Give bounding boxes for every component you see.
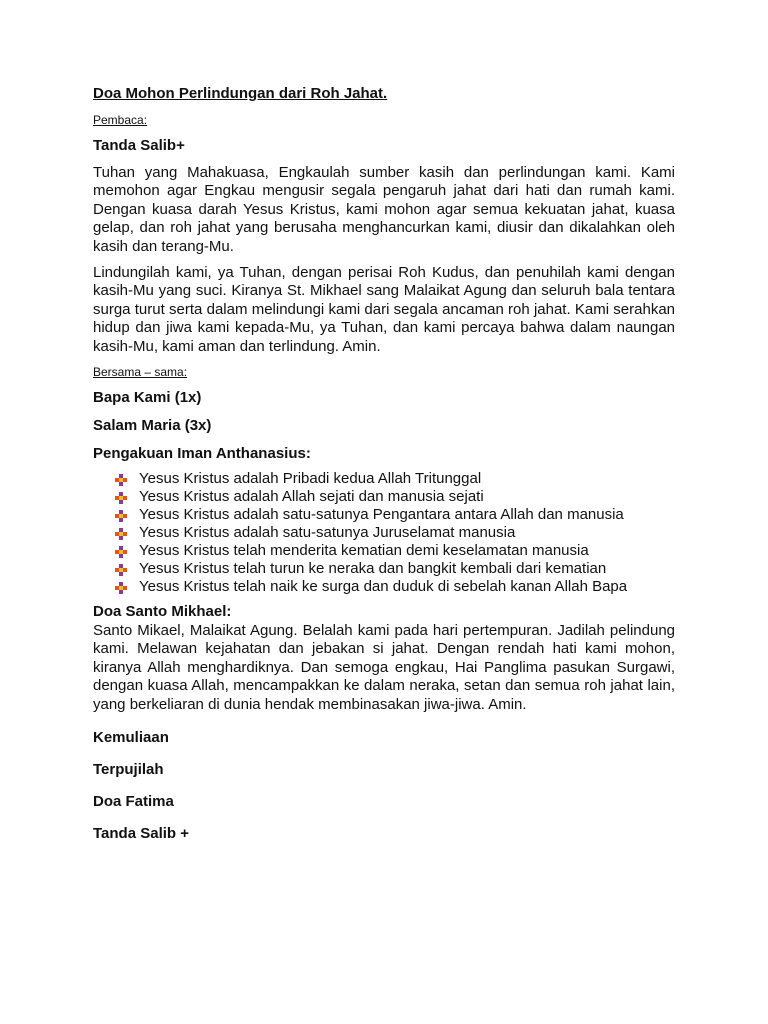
list-item [115,506,675,524]
creed-list [93,470,675,596]
document-title [93,84,675,104]
list-item [115,578,675,596]
document-content [93,84,675,856]
prayer-paragraph: Tuhan yang Mahakuasa, Engkaulah sumber kasih dan perlindungan kami. Kami memohon agar Engkau mengusir segala pengaruh jahat dari hati dan rumah kami. Dengan kuasa darah Yesus Kristus, kami mohon agar semua kekuatan jahat, kuasa gelap, dan roh jahat yang berusaha menghancurkan kami, diusir dan dikalahkan oleh kasih dan terang-Mu. [93,164,675,255]
michael-prayer: Santo Mikael, Malaikat Agung. Belalah kami pada hari pertempuran. Jadilah pelindung kami. Melawan kejahatan dan jebakan si jahat. Dengan rendah hati kami mohon, kiranya Allah menghardiknya. Dan semoga engkau, Hai Panglima pasukan Surgawi, dengan kuasa Allah, mencampakkan ke dalam neraka, setan dan semua roh jahat lain, yang berkeliaran di dunia hendak membinasakan jiwa-jiwa. Amin. [93,622,675,713]
sign-of-cross-heading: Tanda Salib+ [93,137,185,154]
our-father-heading: Bapa Kami (1x) [93,389,202,407]
creed-item-text: Yesus Kristus telah turun ke neraka dan bangkit kembali dari kematian [139,560,607,578]
closing-item-glory: Kemuliaan [93,729,169,747]
creed-item-text: Yesus Kristus adalah Pribadi kedua Allah Tritunggal [139,470,482,488]
creed-item-text: Yesus Kristus adalah Allah sejati dan manusia sejati [139,488,484,506]
list-item [115,542,675,560]
hail-mary-heading: Salam Maria (3x) [93,417,212,435]
closing-item-praise: Terpujilah [93,761,164,779]
together-label: Bersama – sama: [93,365,188,380]
creed-item-text: Yesus Kristus telah naik ke surga dan duduk di sebelah kanan Allah Bapa [139,578,628,596]
cross-bullet-icon [115,492,127,504]
cross-bullet-icon [115,582,127,594]
cross-bullet-icon [115,546,127,558]
creed-item-text: Yesus Kristus adalah satu-satunya Pengantara antara Allah dan manusia [139,506,624,524]
cross-bullet-icon [115,474,127,486]
list-item [115,524,675,542]
prayer-paragraph: Lindungilah kami, ya Tuhan, dengan perisai Roh Kudus, dan penuhilah kami dengan kasih-Mu yang suci. Kiranya St. Mikhael sang Malaikat Agung dan seluruh bala tentara surga turut serta dalam melindungi kami dari segala ancaman roh jahat. Kami serahkan hidup dan jiwa kami kepada-Mu, ya Tuhan, dan kami percaya bahwa dalam naungan kasih-Mu, kami aman dan terlindung. Amin. [93,264,675,355]
michael-heading: Doa Santo Mikhael: [93,603,232,621]
list-item [115,560,675,578]
list-item [115,488,675,506]
document-title-text: Doa Mohon Perlindungan dari Roh Jahat [93,85,384,102]
creed-item-text: Yesus Kristus telah menderita kematian demi keselamatan manusia [139,542,589,560]
closing-item-fatima: Doa Fatima [93,793,174,811]
creed-item-text: Yesus Kristus adalah satu-satunya Juruselamat manusia [139,524,516,542]
document-title-period: . [383,85,388,102]
list-item [115,470,675,488]
cross-bullet-icon [115,510,127,522]
closing-item-sign-of-cross: Tanda Salib + [93,825,189,843]
cross-bullet-icon [115,528,127,540]
reader-label: Pembaca: [93,113,148,127]
cross-bullet-icon [115,564,127,576]
creed-heading: Pengakuan Iman Anthanasius: [93,445,311,463]
